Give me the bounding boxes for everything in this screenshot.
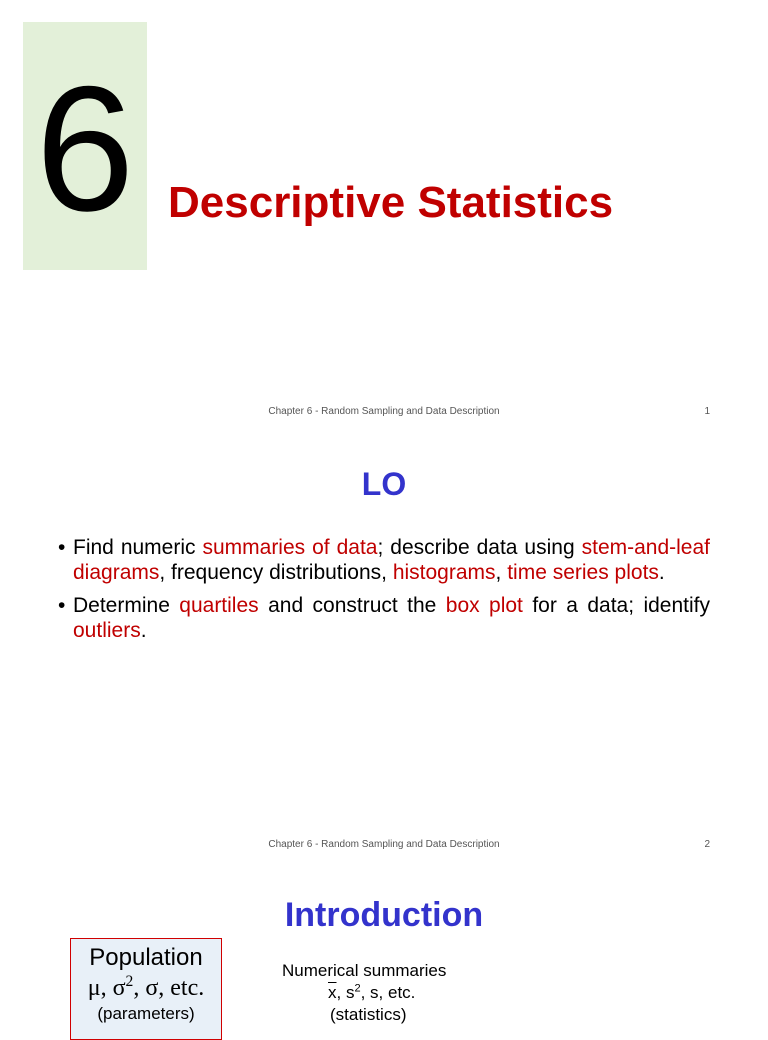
highlight-term: summaries of data xyxy=(202,536,378,559)
bullet-text: for a data; identify xyxy=(522,594,710,617)
numerical-summaries-title: Numerical summaries xyxy=(282,961,447,980)
statistic-text: , s, etc. xyxy=(360,983,416,1002)
x-bar-symbol: $\overline{x}$ xyxy=(328,983,337,1002)
population-parameters xyxy=(71,973,221,1003)
bullet-text: , xyxy=(495,560,508,584)
parameter-text: μ, σ xyxy=(87,975,126,1001)
chapter-number-box xyxy=(23,22,147,270)
slide-1 xyxy=(0,0,768,432)
bullet-text: ; describe data using xyxy=(377,536,582,559)
highlight-term: histograms xyxy=(392,560,496,584)
bullet-text: Determine xyxy=(73,594,180,617)
statistic-text: , s xyxy=(336,983,355,1002)
slide-2 xyxy=(0,432,768,864)
bullet-text: , frequency distributions, xyxy=(159,560,393,584)
highlight-term: stem-and-leaf diagrams xyxy=(73,536,710,584)
list-item xyxy=(58,536,710,585)
slide-heading: Introduction xyxy=(284,896,484,934)
slide-3 xyxy=(0,864,768,1024)
superscript: 2 xyxy=(125,973,134,990)
slide-footer: Chapter 6 - Random Sampling and Data Description xyxy=(268,839,500,850)
population-title: Population xyxy=(89,944,203,971)
chapter-number: 6 xyxy=(35,49,135,248)
parameter-text: , σ, etc. xyxy=(133,975,205,1001)
numerical-summaries xyxy=(282,960,482,1026)
highlight-term: quartiles xyxy=(179,594,259,617)
population-box xyxy=(70,938,222,1040)
bullet-marker: • xyxy=(58,594,66,617)
slide-page-number: 2 xyxy=(704,839,710,850)
chapter-title: Descriptive Statistics xyxy=(168,178,614,227)
highlight-term: time series plots xyxy=(507,560,659,584)
bullet-text: . xyxy=(140,618,147,642)
statistics-symbols xyxy=(282,982,482,1004)
bullet-text: . xyxy=(658,560,665,584)
highlight-term: box plot xyxy=(445,594,523,617)
learning-objectives-list xyxy=(58,536,710,652)
slide-footer: Chapter 6 - Random Sampling and Data Description xyxy=(268,406,500,417)
list-item xyxy=(58,594,710,643)
bullet-text: Find numeric xyxy=(73,536,203,559)
statistics-note: (statistics) xyxy=(330,1005,407,1024)
slide-heading: LO xyxy=(361,466,407,502)
bullet-marker: • xyxy=(58,536,66,559)
slide-page-number: 1 xyxy=(704,406,710,417)
superscript: 2 xyxy=(354,982,361,995)
population-note: (parameters) xyxy=(97,1004,195,1023)
highlight-term: outliers xyxy=(73,618,141,642)
bullet-text: and construct the xyxy=(258,594,446,617)
